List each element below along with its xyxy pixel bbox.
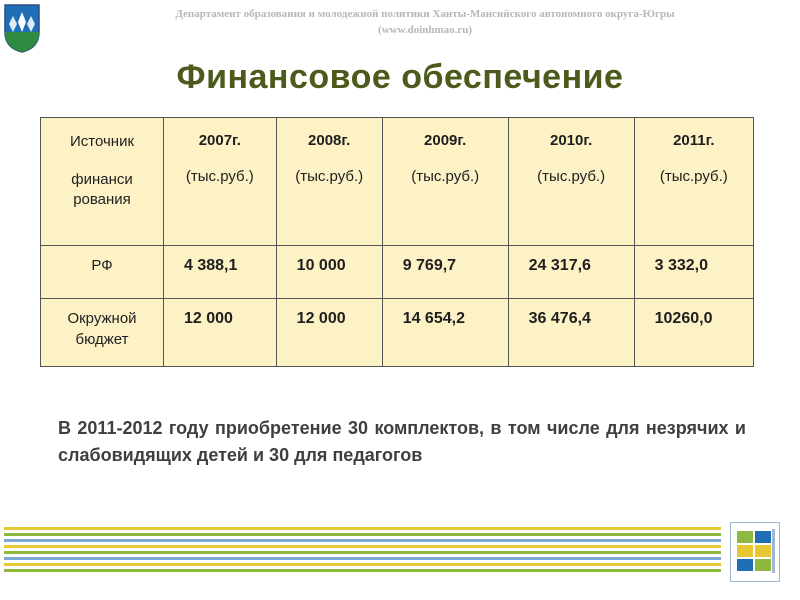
year-header-cell (634, 118, 753, 246)
stripe (4, 533, 721, 536)
page-title: Финансовое обеспечение (176, 58, 624, 96)
value-cell: 10260,0 (634, 299, 753, 367)
year-label: 2008г. (308, 132, 351, 149)
education-logo (730, 522, 780, 582)
unit-label: (тыс.руб.) (659, 168, 728, 185)
value-cell: 3 332,0 (634, 246, 753, 299)
value-cell: 4 388,1 (164, 246, 277, 299)
stripe (4, 527, 721, 530)
stripe (4, 551, 721, 554)
source-header-line: рования (73, 191, 131, 208)
source-header-line: финанси (71, 171, 133, 188)
book-logo-icon (731, 523, 779, 581)
stripe (4, 569, 721, 572)
coat-of-arms-icon (2, 2, 42, 54)
department-website: (www.doinhmao.ru) (377, 24, 473, 36)
department-name: Департамент образования и молодежной политики Ханты-Мансийского автономного округа-Югры (175, 8, 675, 20)
note-text: В 2011-2012 году приобретение 30 комплектов, в том числе для незрячих и слабовидящих детей и 30 для педагогов (58, 418, 746, 465)
decorative-stripes (4, 527, 721, 575)
value-cell: 12 000 (164, 299, 277, 367)
value-cell: 12 000 (276, 299, 382, 367)
year-header-cell (382, 118, 508, 246)
source-header-line: Источник (69, 133, 135, 150)
stripe (4, 557, 721, 560)
unit-label: (тыс.руб.) (295, 168, 364, 185)
unit-label: (тыс.руб.) (411, 168, 480, 185)
row-label-line: бюджет (75, 331, 129, 348)
row-label: РФ (41, 246, 164, 299)
department-header (60, 6, 790, 38)
year-header-cell (508, 118, 634, 246)
value-cell: 10 000 (276, 246, 382, 299)
table-header-row (41, 118, 754, 246)
unit-label: (тыс.руб.) (185, 168, 254, 185)
row-label (41, 299, 164, 367)
stripe (4, 539, 721, 542)
unit-label: (тыс.руб.) (537, 168, 606, 185)
stripe (4, 545, 721, 548)
year-label: 2010г. (549, 132, 593, 149)
table-row-rf (41, 246, 754, 299)
value-cell: 36 476,4 (508, 299, 634, 367)
table-row-okrug (41, 299, 754, 367)
source-header-cell (41, 118, 164, 246)
year-label: 2007г. (198, 132, 241, 149)
row-label-line: Окружной (67, 310, 137, 327)
year-label: 2009г. (424, 132, 467, 149)
year-header-cell (164, 118, 277, 246)
value-cell: 24 317,6 (508, 246, 634, 299)
value-cell: 14 654,2 (382, 299, 508, 367)
financing-table (40, 117, 754, 367)
stripe (4, 563, 721, 566)
value-cell: 9 769,7 (382, 246, 508, 299)
year-label: 2011г. (673, 132, 715, 149)
year-header-cell (276, 118, 382, 246)
